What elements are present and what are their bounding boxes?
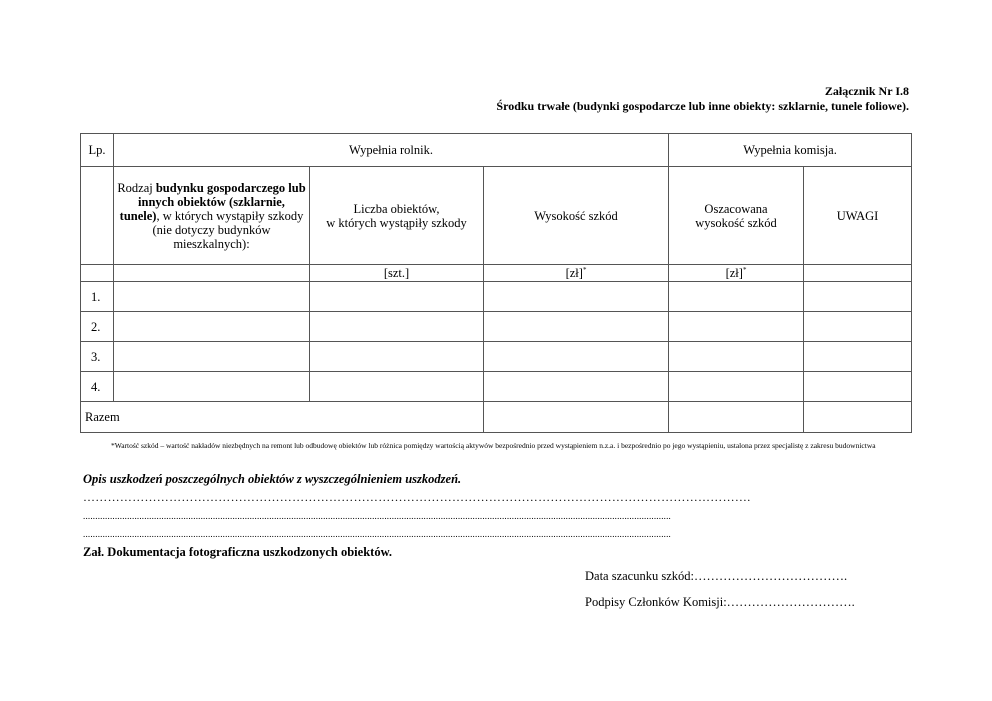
annex-subtitle: Środku trwałe (budynki gospodarcze lub inne obiekty: szklarnie, tunele foliowe). [496, 99, 909, 113]
unit-count: [szt.] [310, 265, 484, 282]
sum-label: Razem [81, 402, 484, 433]
date-field[interactable]: Data szacunku szkód:………………………………. [585, 569, 848, 583]
damage-table [80, 133, 912, 433]
col-type-header [114, 167, 310, 265]
cell-count[interactable] [310, 282, 484, 312]
description-line-1[interactable]: ………………………………………………………………………………………………………………………………………………. [83, 491, 751, 503]
unit-damage-mark: * [582, 265, 587, 274]
col-estimated-line2: wysokość szkód [695, 215, 777, 230]
cell-count[interactable] [310, 372, 484, 402]
cell-remarks[interactable] [804, 312, 912, 342]
cell-estimated[interactable] [669, 342, 804, 372]
cell-count[interactable] [310, 342, 484, 372]
cell-remarks[interactable] [804, 282, 912, 312]
signatures-field[interactable]: Podpisy Członków Komisji:…………………………. [585, 595, 855, 609]
units-empty-remarks [804, 265, 912, 282]
cell-type[interactable] [114, 372, 310, 402]
unit-damage-cell [484, 265, 669, 282]
unit-estimated: [zł] [725, 266, 743, 280]
cell-damage[interactable] [484, 372, 669, 402]
description-line-3[interactable]: ................................................................................................................................................................................................................................................ [83, 529, 671, 539]
col-count-header [310, 167, 484, 265]
cell-damage[interactable] [484, 342, 669, 372]
cell-remarks[interactable] [804, 342, 912, 372]
commission-header: Wypełnia komisja. [669, 134, 912, 167]
description-line-2[interactable]: ................................................................................................................................................................................................................................................ [83, 511, 671, 521]
units-empty-type [114, 265, 310, 282]
cell-estimated[interactable] [669, 312, 804, 342]
table-units-row [81, 265, 912, 282]
cell-type[interactable] [114, 282, 310, 312]
unit-estimated-mark: * [742, 265, 747, 274]
table-row [81, 372, 912, 402]
cell-damage[interactable] [484, 312, 669, 342]
col-estimated-line1: Oszacowana [704, 201, 768, 216]
row-number: 3. [81, 342, 114, 372]
cell-type[interactable] [114, 312, 310, 342]
cell-damage[interactable] [484, 282, 669, 312]
sum-estimated[interactable] [669, 402, 804, 433]
row-number: 4. [81, 372, 114, 402]
attachment-note: Zał. Dokumentacja fotograficzna uszkodzonych obiektów. [83, 545, 393, 559]
col-damage-header: Wysokość szkód [484, 167, 669, 265]
sum-damage[interactable] [484, 402, 669, 433]
cell-estimated[interactable] [669, 372, 804, 402]
table-columns-row [81, 167, 912, 265]
annex-title: Załącznik Nr I.8 [824, 84, 909, 98]
description-title: Opis uszkodzeń poszczególnych obiektów z wyszczególnieniem uszkodzeń. [83, 472, 462, 486]
col-remarks-header: UWAGI [804, 167, 912, 265]
col-count-line2: w których wystąpiły szkody [326, 215, 467, 230]
sum-row [81, 402, 912, 433]
cell-remarks[interactable] [804, 372, 912, 402]
table-row [81, 282, 912, 312]
table-row [81, 312, 912, 342]
col-estimated-header [669, 167, 804, 265]
unit-damage: [zł] [565, 266, 583, 280]
cell-type[interactable] [114, 342, 310, 372]
sum-remarks[interactable] [804, 402, 912, 433]
cell-count[interactable] [310, 312, 484, 342]
lp-header: Lp. [81, 134, 114, 167]
cell-estimated[interactable] [669, 282, 804, 312]
farmer-header: Wypełnia rolnik. [114, 134, 669, 167]
table-header-row [81, 134, 912, 167]
row-number: 2. [81, 312, 114, 342]
col-type-text-1: Rodzaj [117, 180, 156, 195]
col-type-text-bold: budynku gospodarczego lub innych obiektów (szklarnie, tunele) [119, 180, 306, 223]
units-empty-lp [81, 265, 114, 282]
col-type-text-2: , w których wystąpiły szkody (nie dotyczy budynków mieszkalnych): [152, 208, 304, 251]
col-count-line1: Liczba obiektów, [353, 201, 440, 216]
footnote: *Wartość szkód – wartość nakładów niezbędnych na remont lub odbudowę obiektów lub różnica pomiędzy wartością aktywów bezpośrednio przed wystąpieniem n.z.a. i bezpośrednio po jego wystąpieniu, ustalona przez specjalistę z zakresu budownictwa [111, 441, 876, 450]
row-number: 1. [81, 282, 114, 312]
header-block [496, 84, 909, 114]
lp-empty-cell [81, 167, 114, 265]
unit-estimated-cell [669, 265, 804, 282]
table-row [81, 342, 912, 372]
